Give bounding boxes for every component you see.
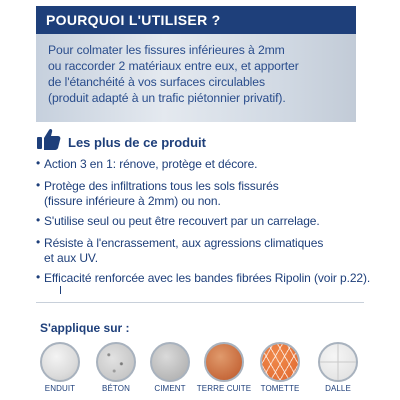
surface-label: TERRE CUITE [196,384,252,393]
thumbs-up-icon [36,127,62,151]
section-title: POURQUOI L'UTILISER ? [46,12,221,28]
applies-title: S'applique sur : [40,321,130,335]
surface-label: CIMENT [154,384,186,393]
benefit-item-continued: (fissure inférieure à 2mm) ou non. [44,194,221,208]
intro-line: (produit adapté à un trafic piétonnier privatif). [48,91,286,105]
surface-ciment [142,342,198,393]
text-cursor [60,286,61,294]
terre-cuite-swatch [204,342,244,382]
bullet: • [36,235,41,249]
surface-terre-cuite [196,342,252,393]
enduit-swatch [40,342,80,382]
surface-label: ENDUIT [44,384,76,393]
intro-line: ou raccorder 2 matériaux entre eux, et apporter [48,59,299,73]
tomette-swatch [260,342,300,382]
intro-box [36,34,356,122]
surface-enduit [32,342,88,393]
divider [36,302,364,303]
benefit-item-continued: et aux UV. [44,251,98,265]
bullet: • [36,270,41,284]
bullet: • [36,156,41,170]
benefit-item: Action 3 en 1: rénove, protège et décore. [44,157,258,171]
header-bar [36,6,356,34]
ciment-swatch [150,342,190,382]
surface-tomette [252,342,308,393]
benefit-item: Protège des infiltrations tous les sols fissurés [44,179,279,193]
intro-line: Pour colmater les fissures inférieures à 2mm [48,43,285,57]
surface-beton [88,342,144,393]
beton-swatch [96,342,136,382]
benefit-item: S'utilise seul ou peut être recouvert par un carrelage. [44,214,320,228]
dalle-swatch [318,342,358,382]
benefit-item: Efficacité renforcée avec les bandes fibrées Ripolin (voir p.22). [44,271,371,285]
benefits-title: Les plus de ce produit [68,135,206,150]
surface-label: BÉTON [102,384,130,393]
benefit-item: Résiste à l'encrassement, aux agressions climatiques [44,236,324,250]
surface-label: TOMETTE [260,384,300,393]
bullet: • [36,178,41,192]
surface-dalle [310,342,366,393]
intro-line: de l'étanchéité à vos surfaces circulables [48,75,265,89]
bullet: • [36,213,41,227]
surface-label: DALLE [325,384,351,393]
